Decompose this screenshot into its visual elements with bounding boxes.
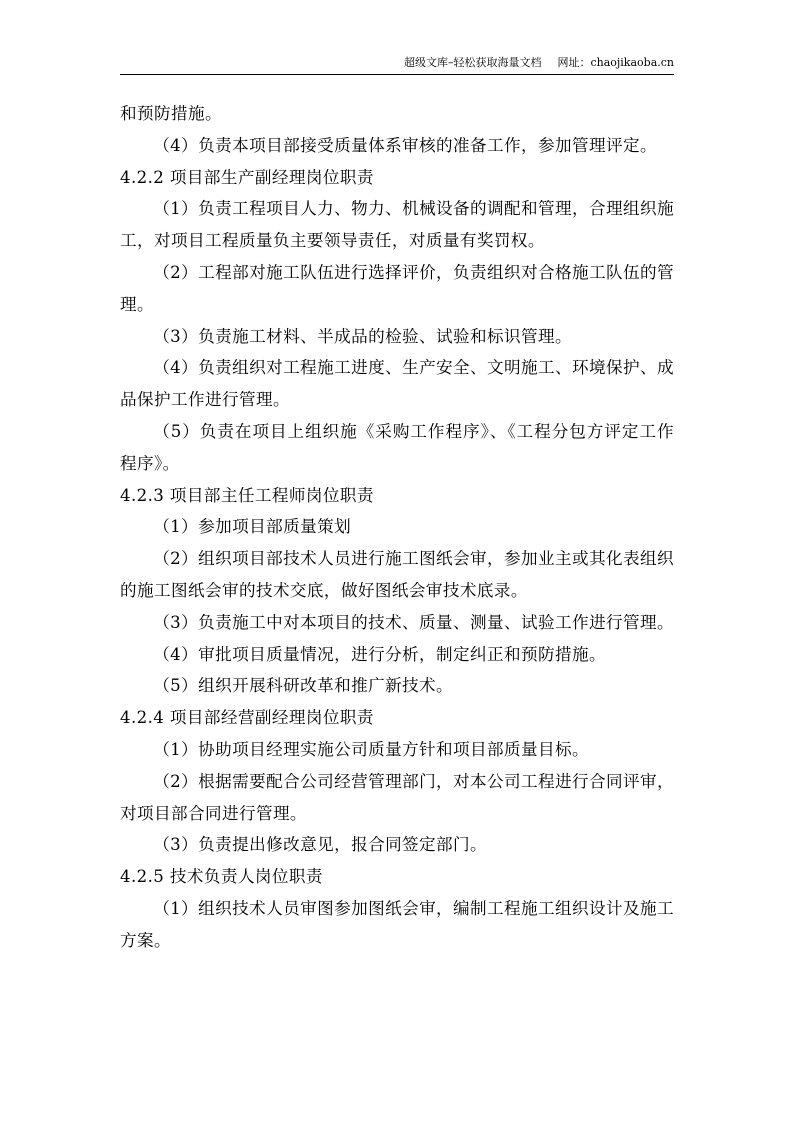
- list-item: （1）协助项目经理实施公司质量方针和项目部质量目标。: [153, 739, 589, 759]
- document-body: [120, 98, 674, 957]
- list-item: （4）审批项目质量情况，进行分析，制定纠正和预防措施。: [153, 644, 606, 664]
- section-heading-4-2-2: 4.2.2 项目部生产副经理岗位职责: [120, 167, 374, 187]
- list-item: （3）负责施工中对本项目的技术、质量、测量、试验工作进行管理。: [153, 612, 674, 632]
- list-item: （1）参加项目部质量策划: [153, 517, 352, 537]
- list-item: （1）组织技术人员审图参加图纸会审，编制工程施工组织设计及施工方案。: [120, 898, 674, 950]
- paragraph-continuation: 和预防措施。: [120, 104, 222, 123]
- section-heading-4-2-5: 4.2.5 技术负责人岗位职责: [120, 867, 323, 887]
- list-item: （1）负责工程项目人力、物力、机械设备的调配和管理，合理组织施工，对项目工程质量负主要领导责任，对质量有奖罚权。: [120, 199, 674, 251]
- section-heading-4-2-4: 4.2.4 项目部经营副经理岗位职责: [120, 708, 374, 728]
- header-site-name: 超级文库–轻松获取海量文档: [403, 56, 542, 69]
- list-item: （4）负责组织对工程施工进度、生产安全、文明施工、环境保护、成品保护工作进行管理。: [120, 358, 674, 410]
- list-item: （3）负责施工材料、半成品的检验、试验和标识管理。: [153, 326, 572, 346]
- page-header: [120, 56, 674, 75]
- header-url: 网址：chaojikaoba.cn: [557, 56, 674, 69]
- list-item: （4）负责本项目部接受质量体系审核的准备工作，参加管理评定。: [153, 135, 657, 155]
- list-item: （5）负责在项目上组织施《采购工作程序》、《工程分包方评定工作程序》。: [120, 421, 674, 473]
- list-item: （2）工程部对施工队伍进行选择评价，负责组织对合格施工队伍的管理。: [120, 262, 674, 314]
- list-item: （5）组织开展科研改革和推广新技术。: [153, 676, 454, 696]
- list-item: （2）组织项目部技术人员进行施工图纸会审，参加业主或其化表组织的施工图纸会审的技术交底，做好图纸会审技术底录。: [120, 549, 674, 600]
- list-item: （3）负责提出修改意见，报合同签定部门。: [153, 835, 488, 855]
- section-heading-4-2-3: 4.2.3 项目部主任工程师岗位职责: [120, 485, 374, 505]
- list-item: （2）根据需要配合公司经营管理部门，对本公司工程进行合同评审，对项目部合同进行管理。: [120, 771, 674, 823]
